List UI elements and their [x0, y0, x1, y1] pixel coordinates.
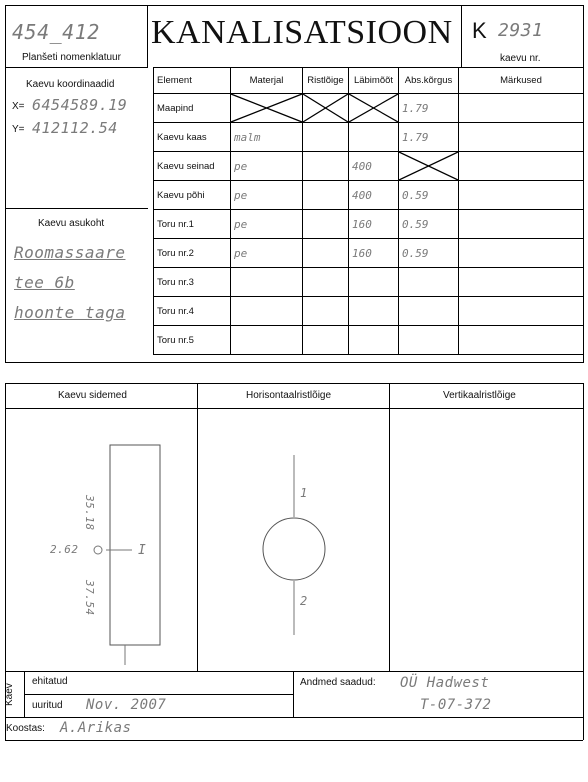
data-source-label: Andmed saadud: — [300, 677, 376, 688]
section-cell — [303, 181, 349, 210]
abs-cell: 0.59 — [399, 181, 459, 210]
tie-top-value: 35.18 — [83, 495, 96, 531]
bottom-border — [5, 362, 583, 363]
notes-cell — [459, 326, 584, 355]
material-cell: pe — [231, 210, 303, 239]
table-row — [154, 239, 584, 268]
notes-cell — [459, 297, 584, 326]
table-row — [154, 94, 584, 123]
section-cell-crossed — [303, 94, 349, 123]
table-row — [154, 152, 584, 181]
notes-cell — [459, 181, 584, 210]
section-cell — [303, 268, 349, 297]
nomenclature-value: 454_412 — [12, 20, 100, 44]
notes-cell — [459, 239, 584, 268]
location-line-1: Roomassaare — [14, 243, 126, 262]
diameter-cell — [349, 297, 399, 326]
header-diameter: Läbimõõt — [349, 68, 399, 94]
element-cell: Kaevu põhi — [154, 181, 231, 210]
tie-marker: I — [138, 543, 147, 558]
header-notes: Märkused — [459, 68, 584, 94]
vertical-section-label: Vertikaalristlõige — [443, 390, 516, 401]
nomenclature-bottom — [5, 67, 148, 68]
material-cell-crossed — [231, 94, 303, 123]
kaev-label: Kaev — [4, 683, 15, 706]
notes-cell — [459, 123, 584, 152]
diameter-cell: 160 — [349, 210, 399, 239]
x-prefix: X= — [12, 101, 25, 112]
element-cell: Toru nr.1 — [154, 210, 231, 239]
element-cell: Toru nr.4 — [154, 297, 231, 326]
well-letter: K — [472, 18, 487, 43]
uuritud-label: uuritud — [32, 700, 63, 711]
author-label: Koostas: — [6, 723, 45, 734]
diameter-cell: 400 — [349, 152, 399, 181]
element-cell: Toru nr.3 — [154, 268, 231, 297]
elements-table — [153, 67, 584, 355]
bottom-frame-right — [583, 383, 584, 740]
material-cell: pe — [231, 181, 303, 210]
abs-cell — [399, 297, 459, 326]
well-number-label: kaevu nr. — [500, 53, 541, 64]
material-cell — [231, 297, 303, 326]
diameter-cell: 400 — [349, 181, 399, 210]
notes-cell — [459, 152, 584, 181]
abs-cell: 1.79 — [399, 123, 459, 152]
material-cell: malm — [231, 123, 303, 152]
section-header-line — [5, 408, 583, 409]
section-cell — [303, 123, 349, 152]
element-cell: Kaevu kaas — [154, 123, 231, 152]
header-material: Materjal — [231, 68, 303, 94]
horizontal-section-sketch — [250, 455, 340, 635]
diameter-cell — [349, 326, 399, 355]
table-header-row — [154, 68, 584, 94]
section-cell — [303, 239, 349, 268]
section-cell — [303, 210, 349, 239]
top-border — [5, 5, 583, 6]
coordinates-label: Kaevu koordinaadid — [26, 79, 115, 90]
material-cell: pe — [231, 152, 303, 181]
material-cell — [231, 268, 303, 297]
element-cell: Kaevu seinad — [154, 152, 231, 181]
element-cell: Toru nr.5 — [154, 326, 231, 355]
location-line-2: tee 6b — [14, 273, 75, 292]
header-section: Ristlõige — [303, 68, 349, 94]
coord-bottom — [5, 208, 148, 209]
tie-bottom-value: 37.54 — [83, 580, 96, 616]
header-divider-left — [147, 5, 148, 68]
section-cell — [303, 326, 349, 355]
source-divider — [293, 671, 294, 718]
horizontal-section-label: Horisontaalristlõige — [246, 390, 332, 401]
pipe-label-1: 1 — [300, 486, 308, 500]
abs-cell — [399, 268, 459, 297]
bottom-frame-top — [5, 383, 583, 384]
table-row — [154, 181, 584, 210]
abs-cell: 0.59 — [399, 210, 459, 239]
notes-cell — [459, 210, 584, 239]
section-cell — [303, 152, 349, 181]
ties-label: Kaevu sidemed — [58, 390, 127, 401]
table-row — [154, 210, 584, 239]
diameter-cell — [349, 268, 399, 297]
diameter-cell — [349, 123, 399, 152]
element-cell: Maapind — [154, 94, 231, 123]
header-abs-height: Abs.kõrgus — [399, 68, 459, 94]
left-border — [5, 5, 6, 363]
header-divider-right — [461, 5, 462, 68]
y-prefix: Y= — [12, 124, 25, 135]
element-cell: Toru nr.2 — [154, 239, 231, 268]
uuritud-value: Nov. 2007 — [86, 697, 167, 713]
section-divider-2 — [389, 383, 390, 672]
data-source-reference: T-07-372 — [420, 697, 492, 713]
table-row — [154, 123, 584, 152]
table-row — [154, 297, 584, 326]
material-cell: pe — [231, 239, 303, 268]
well-number: 2931 — [498, 20, 544, 41]
abs-cell: 0.59 — [399, 239, 459, 268]
diameter-cell: 160 — [349, 239, 399, 268]
table-row — [154, 326, 584, 355]
header-element: Element — [154, 68, 231, 94]
y-coordinate-value: 412112.54 — [32, 119, 118, 137]
data-source-company: OÜ Hadwest — [400, 675, 490, 691]
diameter-cell-crossed — [349, 94, 399, 123]
footer-top-line — [5, 671, 583, 672]
author-value: A.Arikas — [60, 720, 132, 736]
section-divider-1 — [197, 383, 198, 672]
abs-cell: 1.79 — [399, 94, 459, 123]
section-cell — [303, 297, 349, 326]
footer-middle-line — [5, 717, 583, 718]
x-coordinate-value: 6454589.19 — [32, 96, 128, 114]
notes-cell — [459, 268, 584, 297]
table-row — [154, 268, 584, 297]
abs-cell-crossed — [399, 152, 459, 181]
footer-bottom-line — [5, 740, 583, 741]
material-cell — [231, 326, 303, 355]
ehitatud-uuritud-divider — [24, 694, 293, 695]
location-line-3: hoonte taga — [14, 303, 126, 322]
page-title: KANALISATSIOON — [151, 14, 453, 51]
tie-left-value: 2.62 — [50, 543, 79, 556]
notes-cell — [459, 94, 584, 123]
abs-cell — [399, 326, 459, 355]
location-label: Kaevu asukoht — [38, 218, 105, 229]
nomenclature-label: Planšeti nomenklatuur — [22, 52, 121, 63]
pipe-label-2: 2 — [300, 594, 308, 608]
ehitatud-label: ehitatud — [32, 676, 68, 687]
